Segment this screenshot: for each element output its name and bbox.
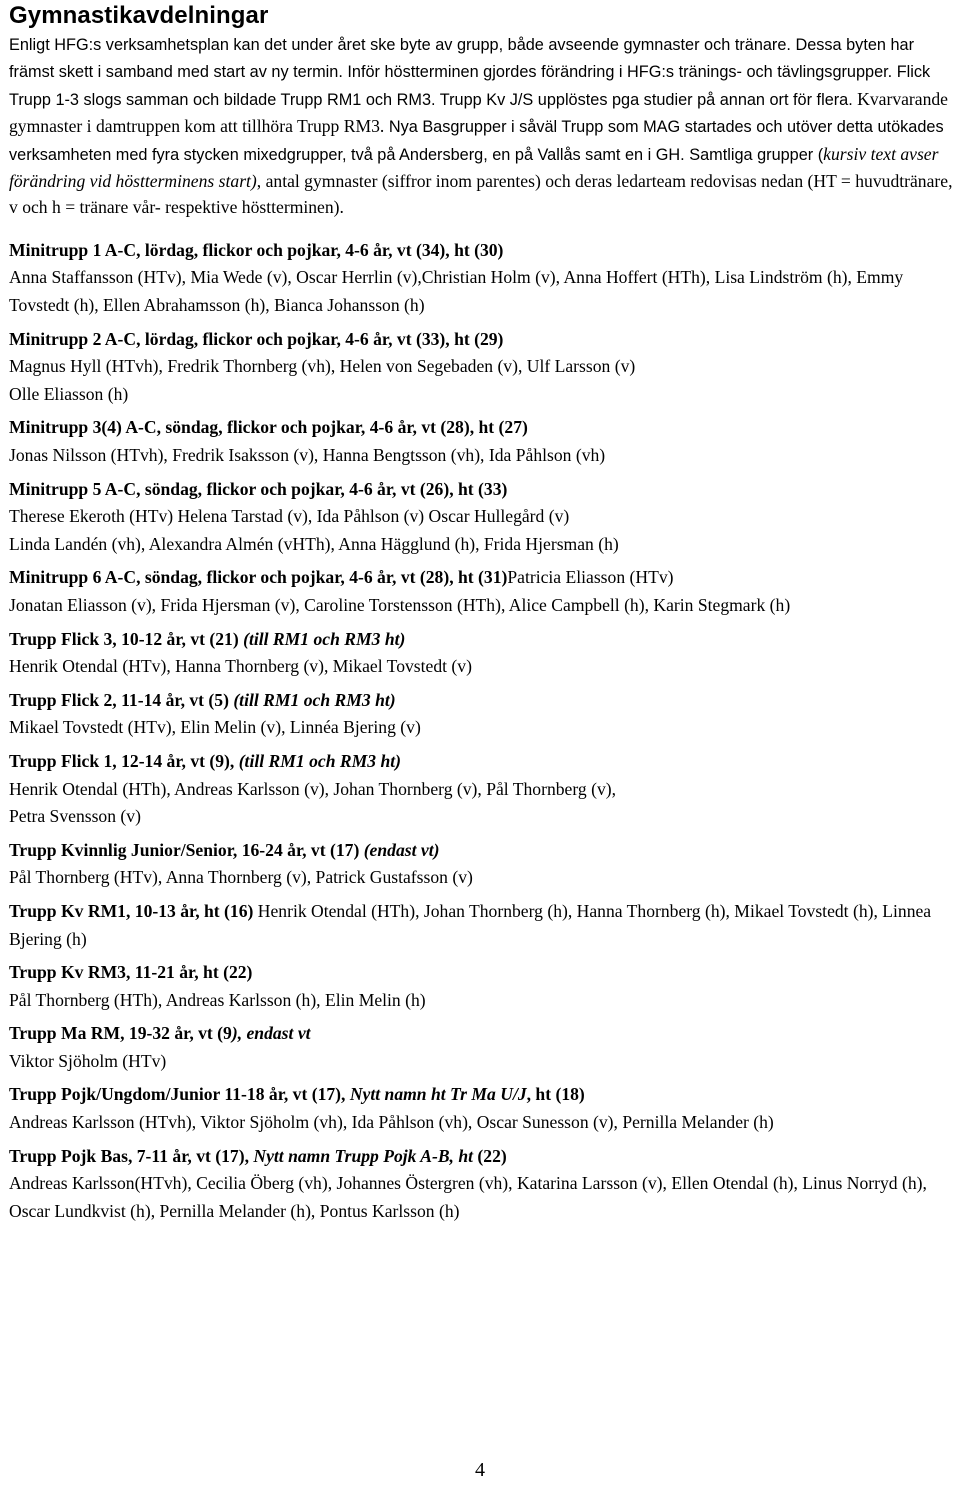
intro-text-part1: Enligt HFG:s verksamhetsplan kan det under året ske byte av grupp, både avseende gymnaster och tränare. Dessa byten har främst skett i samband med start av ny termin. Inför höstterminen gjordes förändring i HFG:s tränings- och tävlingsgrupper. Flick Trupp 1-3 slogs samman och bildade Trupp RM1 och RM3. Trupp Kv J/S upplöstes pga studier på annan ort för flera. <box>9 36 931 109</box>
group-heading-text: Trupp Kvinnlig Junior/Senior, 16-24 år, vt (17) <box>9 839 364 860</box>
group-minitrupp-3 <box>9 414 954 469</box>
intro-text-part3: Nya Basgrupper i såväl Trupp som MAG startades och utöver detta utökades verksamheten med fyra stycken mixedgrupper, två på Andersberg, en på Vallås samt en i GH. <box>9 118 944 164</box>
document-page <box>9 0 954 1225</box>
group-heading <box>9 687 954 715</box>
group-minitrupp-2 <box>9 326 954 409</box>
page-number: 4 <box>475 1459 485 1481</box>
group-trupp-ma-rm <box>9 1020 954 1075</box>
group-members: Henrik Otendal (HTv), Hanna Thornberg (v), Mikael Tovstedt (v) <box>9 656 472 677</box>
group-members-line-1: Therese Ekeroth (HTv) Helena Tarstad (v), Ida Påhlson (v) Oscar Hullegård (v) <box>9 506 570 527</box>
group-heading <box>9 1020 954 1048</box>
group-heading: Minitrupp 3(4) A-C, söndag, flickor och pojkar, 4-6 år, vt (28), ht (27) <box>9 417 528 438</box>
group-heading-note: (till RM1 och RM3 ht) <box>238 750 401 771</box>
group-heading <box>9 1143 954 1171</box>
group-heading-note: (till RM1 och RM3 ht) <box>243 628 406 649</box>
group-members: Andreas Karlsson (HTvh), Viktor Sjöholm (vh), Ida Påhlson (vh), Oscar Sunesson (v), Pernilla Melander (h) <box>9 1112 774 1133</box>
group-members: Viktor Sjöholm (HTv) <box>9 1050 167 1071</box>
group-heading-note: (endast vt) <box>363 839 440 860</box>
group-heading: Trupp Kv RM3, 11-21 år, ht (22) <box>9 962 253 983</box>
group-heading <box>9 748 954 776</box>
group-heading-text: Trupp Pojk/Ungdom/Junior 11-18 år, vt (17), <box>9 1084 350 1105</box>
group-heading-text: Trupp Flick 2, 11-14 år, vt (5) <box>9 689 234 710</box>
intro-paragraph <box>9 31 954 221</box>
group-heading-with-inline-member <box>9 898 954 953</box>
group-heading-note: Nytt namn Trupp Pojk A-B, ht <box>253 1145 474 1166</box>
group-minitrupp-6 <box>9 564 954 619</box>
group-members: Pål Thornberg (HTh), Andreas Karlsson (h), Elin Melin (h) <box>9 989 426 1010</box>
group-heading-text: Trupp Flick 3, 10-12 år, vt (21) <box>9 628 244 649</box>
group-trupp-pojk-ungdom-junior <box>9 1081 954 1136</box>
group-members: Pål Thornberg (HTv), Anna Thornberg (v), Patrick Gustafsson (v) <box>9 867 473 888</box>
group-heading-note: Nytt namn ht Tr Ma U/J <box>349 1084 527 1105</box>
group-heading-text: Trupp Ma RM, 19-32 år, vt (9 <box>9 1023 232 1044</box>
group-inline-members: Patricia Eliasson (HTv) <box>507 567 674 588</box>
group-heading: Minitrupp 5 A-C, söndag, flickor och pojkar, 4-6 år, vt (26), ht (33) <box>9 478 508 499</box>
group-members-line-1: Henrik Otendal (HTh), Andreas Karlsson (v), Johan Thornberg (v), Pål Thornberg (v), <box>9 778 617 799</box>
group-minitrupp-5 <box>9 476 954 559</box>
group-members-line-2: Olle Eliasson (h) <box>9 383 129 404</box>
group-members-line-1: Magnus Hyll (HTvh), Fredrik Thornberg (vh), Helen von Segebaden (v), Ulf Larsson (v) <box>9 356 636 377</box>
page-title: Gymnastikavdelningar <box>9 2 269 29</box>
group-heading <box>9 837 954 865</box>
group-minitrupp-1 <box>9 237 954 320</box>
group-heading-text: Trupp Flick 1, 12-14 år, vt (9), <box>9 750 239 771</box>
group-trupp-pojk-bas <box>9 1143 954 1226</box>
group-members: Anna Staffansson (HTv), Mia Wede (v), Oscar Herrlin (v),Christian Holm (v), Anna Hoffert (HTh), Lisa Lindström (h), Emmy Tovstedt (h), Ellen Abrahamsson (h), Bianca Johansson (h) <box>9 267 904 316</box>
group-heading <box>9 1081 954 1109</box>
group-members: Jonatan Eliasson (v), Frida Hjersman (v), Caroline Torstensson (HTh), Alice Campbell (h), Karin Stegmark (h) <box>9 594 791 615</box>
group-trupp-flick-1 <box>9 748 954 831</box>
group-heading-note: (till RM1 och RM3 ht) <box>233 689 396 710</box>
group-trupp-kv-rm1 <box>9 898 954 953</box>
group-members-line-2: Linda Landén (vh), Alexandra Almén (vHTh), Anna Hägglund (h), Frida Hjersman (h) <box>9 533 619 554</box>
group-heading: Minitrupp 1 A-C, lördag, flickor och pojkar, 4-6 år, vt (34), ht (30) <box>9 239 504 260</box>
intro-text-part2: Kvarvarande gymnaster i damtruppen kom att tillhöra Trupp RM3. <box>9 88 948 137</box>
intro-text-part4: Samtliga grupper ( <box>684 145 824 164</box>
group-inline-members: Henrik Otendal (HTh), Johan Thornberg (h), Hanna Thornberg (h), Mikael Tovstedt (h), Linnea Bjering (h) <box>9 900 932 949</box>
group-heading-with-inline-member <box>9 564 954 592</box>
group-heading-text: Trupp Kv RM1, 10-13 år, ht (16) <box>9 900 254 921</box>
group-trupp-flick-2 <box>9 687 954 742</box>
group-heading <box>9 626 954 654</box>
intro-text-part5: , antal gymnaster (siffror inom parentes) och deras ledarteam redovisas nedan (HT = huvudtränare, v och h = tränare vår- respektive höstterminen). <box>9 171 953 218</box>
group-members: Jonas Nilsson (HTvh), Fredrik Isaksson (v), Hanna Bengtsson (vh), Ida Påhlson (vh) <box>9 445 606 465</box>
group-trupp-kv-rm3 <box>9 959 954 1014</box>
group-trupp-kvinnlig-junior-senior <box>9 837 954 892</box>
intro-italic-note: kursiv text avser förändring vid höstterminens start) <box>9 143 939 192</box>
group-heading-text: Minitrupp 6 A-C, söndag, flickor och pojkar, 4-6 år, vt (28), ht (31) <box>9 567 508 588</box>
group-members: Andreas Karlsson(HTvh), Cecilia Öberg (vh), Johannes Östergren (vh), Katarina Larsson (v), Ellen Otendal (h), Linus Norryd (h), Oscar Lundkvist (h), Pernilla Melander (h), Pontus Karlsson (h) <box>9 1173 927 1221</box>
group-members: Mikael Tovstedt (HTv), Elin Melin (v), Linnéa Bjering (v) <box>9 717 421 738</box>
group-heading-tail: , ht (18) <box>526 1084 585 1105</box>
group-heading-tail: (22) <box>473 1145 507 1166</box>
group-heading: Minitrupp 2 A-C, lördag, flickor och pojkar, 4-6 år, vt (33), ht (29) <box>9 328 504 349</box>
group-heading-text: Trupp Pojk Bas, 7-11 år, vt (17), <box>9 1145 254 1166</box>
group-heading-note: ), endast vt <box>231 1023 311 1044</box>
group-trupp-flick-3 <box>9 626 954 681</box>
group-members-line-2: Petra Svensson (v) <box>9 806 141 827</box>
